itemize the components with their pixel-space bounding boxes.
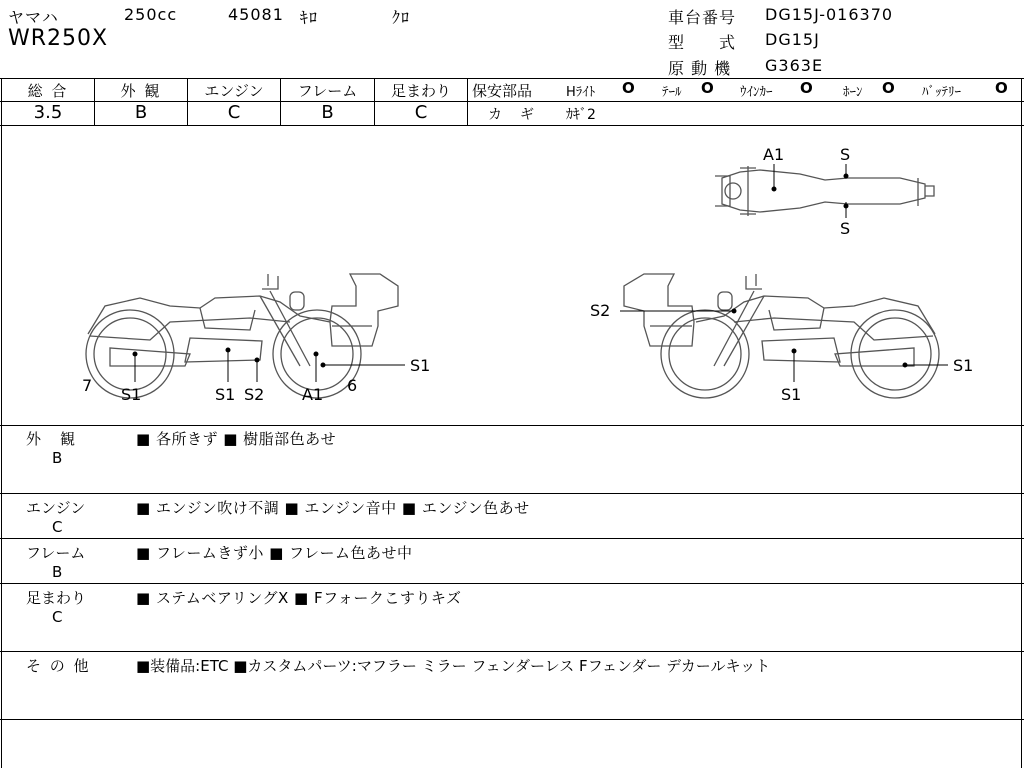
grade-overall-label: 総 合	[27, 82, 69, 100]
diagram-label: S2	[244, 385, 265, 404]
safety-mark-horn: O	[882, 79, 895, 97]
safety-mark-headlight: O	[622, 79, 635, 97]
safety-mark-tail: O	[701, 79, 714, 97]
type-value: DG15J	[765, 30, 820, 49]
grade-engine-value: C	[227, 102, 241, 123]
section-suspension-label: 足まわり	[26, 589, 87, 607]
diagram-label: S	[840, 145, 851, 164]
grade-exterior-value: B	[134, 102, 148, 123]
maker: ヤマハ	[8, 8, 59, 27]
section-other-text: ■装備品:ETC ■カスタムパーツ:マフラー ミラー フェンダーレス Fフェンダー デカールキット	[136, 657, 771, 675]
motorcycle-diagram	[0, 126, 1024, 425]
engine-value: G363E	[765, 56, 824, 75]
diagram-label: 7	[82, 376, 93, 395]
section-frame-grade: B	[52, 563, 63, 581]
diagram-label: S2	[590, 301, 611, 320]
grade-exterior-label: 外 観	[120, 82, 162, 100]
grade-frame-label: フレーム	[297, 82, 358, 100]
diagram-label: S1	[410, 356, 431, 375]
mileage-unit: ｷﾛ	[300, 8, 319, 27]
safety-item-tail: ﾃｰﾙ	[662, 85, 682, 100]
diagram-label: A1	[302, 385, 324, 404]
model-name: WR250X	[8, 26, 109, 51]
safety-label: 保安部品	[472, 82, 533, 100]
safety-mark-winker: O	[800, 79, 813, 97]
engine-label: 原 動 機	[668, 59, 732, 78]
section-exterior-grade: B	[52, 449, 63, 467]
top-view-bike	[715, 166, 934, 216]
section-engine-grade: C	[52, 518, 63, 536]
section-suspension-grade: C	[52, 608, 63, 626]
chassis-label: 車台番号	[668, 8, 737, 27]
grade-suspension-label: 足まわり	[390, 82, 451, 100]
right-side-bike	[624, 274, 939, 398]
displacement: 250cc	[124, 5, 178, 24]
key-value: ｶｷﾞ2	[566, 107, 596, 123]
grade-engine-label: エンジン	[204, 82, 264, 100]
section-frame-label: フレーム	[26, 544, 86, 562]
section-other-label: そ の 他	[26, 657, 91, 675]
section-engine-label: エンジン	[26, 499, 86, 517]
color: ｸﾛ	[392, 8, 411, 27]
diagram-label: S	[840, 219, 851, 238]
section-frame-text: ■ フレームきず小 ■ フレーム色あせ中	[136, 544, 413, 562]
section-engine-text: ■ エンジン吹け不調 ■ エンジン音中 ■ エンジン色あせ	[136, 499, 530, 517]
diagram-label: S1	[121, 385, 142, 404]
safety-item-winker: ｳｲﾝｶｰ	[740, 85, 773, 100]
safety-item-headlight: Hﾗｲﾄ	[566, 85, 596, 100]
grade-frame-value: B	[321, 102, 334, 123]
diagram-label: S1	[215, 385, 236, 404]
diagram-label: 6	[347, 376, 358, 395]
grade-suspension-value: C	[414, 102, 428, 123]
mileage: 45081	[228, 5, 284, 24]
type-label: 型 式	[668, 33, 737, 52]
diagram-label: S1	[953, 356, 974, 375]
safety-mark-battery: O	[995, 79, 1008, 97]
safety-item-horn: ﾎｰﾝ	[843, 85, 863, 100]
safety-item-battery: ﾊﾞｯﾃﾘｰ	[922, 85, 961, 100]
diagram-label: S1	[781, 385, 802, 404]
diagram-label: A1	[763, 145, 785, 164]
chassis-number: DG15J-016370	[765, 5, 894, 24]
section-suspension-text: ■ ステムベアリングX ■ Fフォークこすりキズ	[136, 589, 462, 607]
section-exterior-label: 外 観	[26, 430, 78, 448]
grade-overall-value: 3.5	[33, 102, 63, 123]
key-label: カ ギ	[488, 107, 536, 123]
section-exterior-text: ■ 各所きず ■ 樹脂部色あせ	[136, 430, 337, 448]
